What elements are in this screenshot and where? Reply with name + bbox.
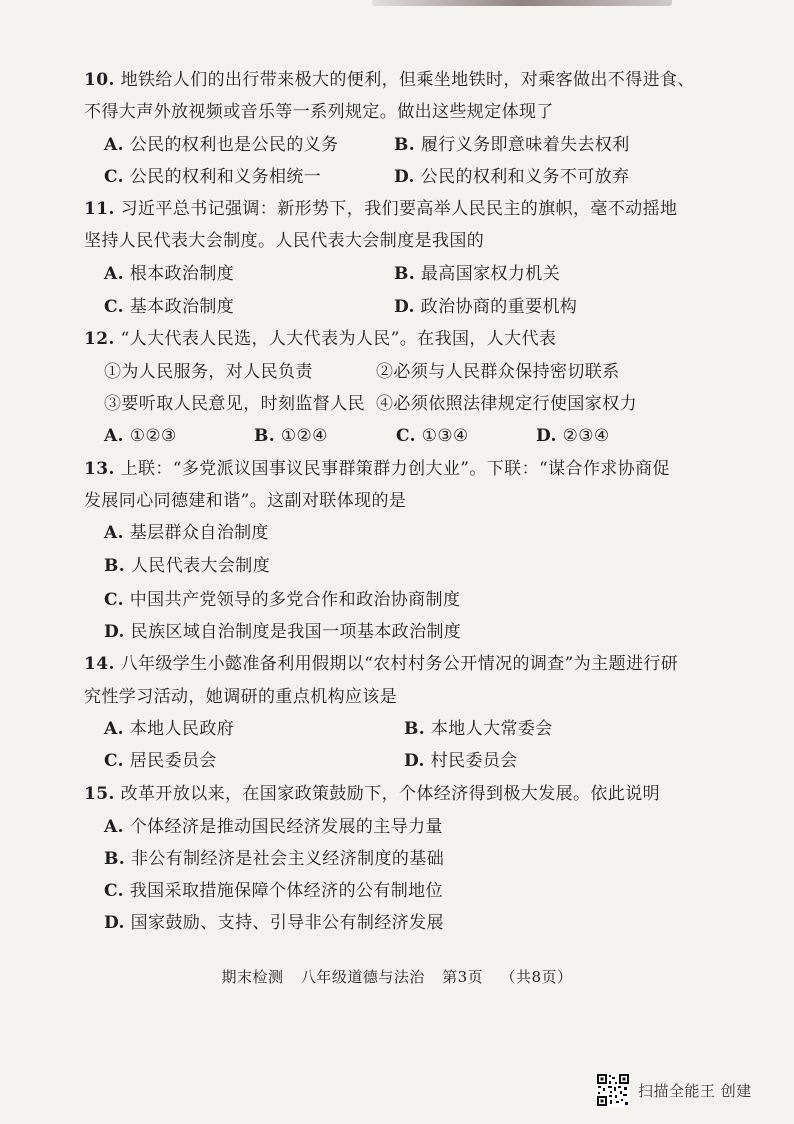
question-10-option-d[interactable]: D. 公民的权利和义务不可放弃	[394, 167, 630, 187]
question-12-option-c[interactable]: C. ①③④	[396, 426, 469, 446]
question-14-option-c[interactable]: C. 居民委员会	[104, 751, 217, 771]
question-14-option-b[interactable]: B. 本地人大常委会	[404, 719, 553, 739]
question-11-stem-line-1: 11. 习近平总书记强调：新形势下，我们要高举人民民主的旗帜，毫不动摇地	[84, 199, 678, 219]
question-14-option-a[interactable]: A. 本地人民政府	[104, 719, 235, 739]
question-13-stem-line-2: 发展同心同德建和谐”。这副对联体现的是	[84, 491, 407, 511]
question-12-stem-line-1: 12. “人大代表人民选，人大代表为人民”。在我国，人大代表	[84, 329, 557, 349]
question-12-statement-2: ②必须与人民群众保持密切联系	[376, 362, 620, 382]
question-10-option-a[interactable]: A. 公民的权利也是公民的义务	[104, 135, 339, 155]
question-10-option-c[interactable]: C. 公民的权利和义务相统一	[104, 167, 322, 187]
question-10-stem-line-2: 不得大声外放视频或音乐等一系列规定。做出这些规定体现了	[84, 102, 554, 122]
question-15-stem-line-1: 15. 改革开放以来，在国家政策鼓励下，个体经济得到极大发展。依此说明	[84, 784, 660, 804]
question-14-stem-line-2: 究性学习活动，她调研的重点机构应该是	[84, 687, 398, 707]
scan-edge-shadow	[372, 0, 672, 6]
page-footer	[0, 966, 794, 987]
question-11-option-b[interactable]: B. 最高国家权力机关	[394, 264, 561, 284]
question-12-option-b[interactable]: B. ①②④	[254, 426, 328, 446]
footer-subject: 八年级道德与法治	[300, 968, 425, 986]
question-11-option-a[interactable]: A. 根本政治制度	[104, 264, 235, 284]
question-number: 15.	[84, 784, 115, 804]
question-number: 12.	[84, 329, 115, 349]
question-11-option-d[interactable]: D. 政治协商的重要机构	[394, 297, 578, 317]
question-15-option-c[interactable]: C. 我国采取措施保障个体经济的公有制地位	[104, 881, 443, 901]
question-10-option-b[interactable]: B. 履行义务即意味着失去权利	[394, 135, 630, 155]
question-13-option-c[interactable]: C. 中国共产党领导的多党合作和政治协商制度	[104, 590, 461, 610]
qr-code-icon	[596, 1073, 630, 1107]
question-number: 14.	[84, 654, 115, 674]
question-13-option-d[interactable]: D. 民族区域自治制度是我国一项基本政治制度	[104, 622, 462, 642]
question-15-option-b[interactable]: B. 非公有制经济是社会主义经济制度的基础	[104, 849, 445, 869]
question-14-option-d[interactable]: D. 村民委员会	[404, 751, 518, 771]
scanner-watermark-label: 扫描全能王 创建	[638, 1082, 752, 1100]
question-12-option-d[interactable]: D. ②③④	[536, 426, 610, 446]
question-15-option-d[interactable]: D. 国家鼓励、支持、引导非公有制经济发展	[104, 913, 444, 933]
question-14-stem-line-1: 14. 八年级学生小懿准备利用假期以“农村村务公开情况的调查”为主题进行研	[84, 654, 679, 674]
question-number: 11.	[84, 199, 115, 219]
question-15-option-a[interactable]: A. 个体经济是推动国民经济发展的主导力量	[104, 817, 443, 837]
question-12-statement-4: ④必须依照法律规定行使国家权力	[376, 394, 637, 414]
question-11-option-c[interactable]: C. 基本政治制度	[104, 297, 235, 317]
question-12-statement-1: ①为人民服务，对人民负责	[104, 362, 313, 382]
question-12-option-a[interactable]: A. ①②③	[104, 426, 177, 446]
question-13-stem-line-1: 13. 上联：“多党派议国事议民事群策群力创大业”。下联：“谋合作求协商促	[84, 459, 670, 479]
question-13-option-b[interactable]: B. 人民代表大会制度	[104, 556, 271, 576]
question-11-stem-line-2: 坚持人民代表大会制度。人民代表大会制度是我国的	[84, 231, 485, 251]
question-10-stem-line-1: 10. 地铁给人们的出行带来极大的便利，但乘坐地铁时，对乘客做出不得进食、	[84, 70, 695, 90]
question-number: 13.	[84, 459, 115, 479]
footer-page: 第3页	[442, 968, 484, 986]
question-number: 10.	[84, 70, 115, 90]
question-13-option-a[interactable]: A. 基层群众自治制度	[104, 523, 269, 543]
footer-exam: 期末检测	[221, 968, 284, 986]
question-12-statement-3: ③要听取人民意见，时刻监督人民	[104, 394, 365, 414]
footer-total: （共8页）	[500, 968, 573, 986]
